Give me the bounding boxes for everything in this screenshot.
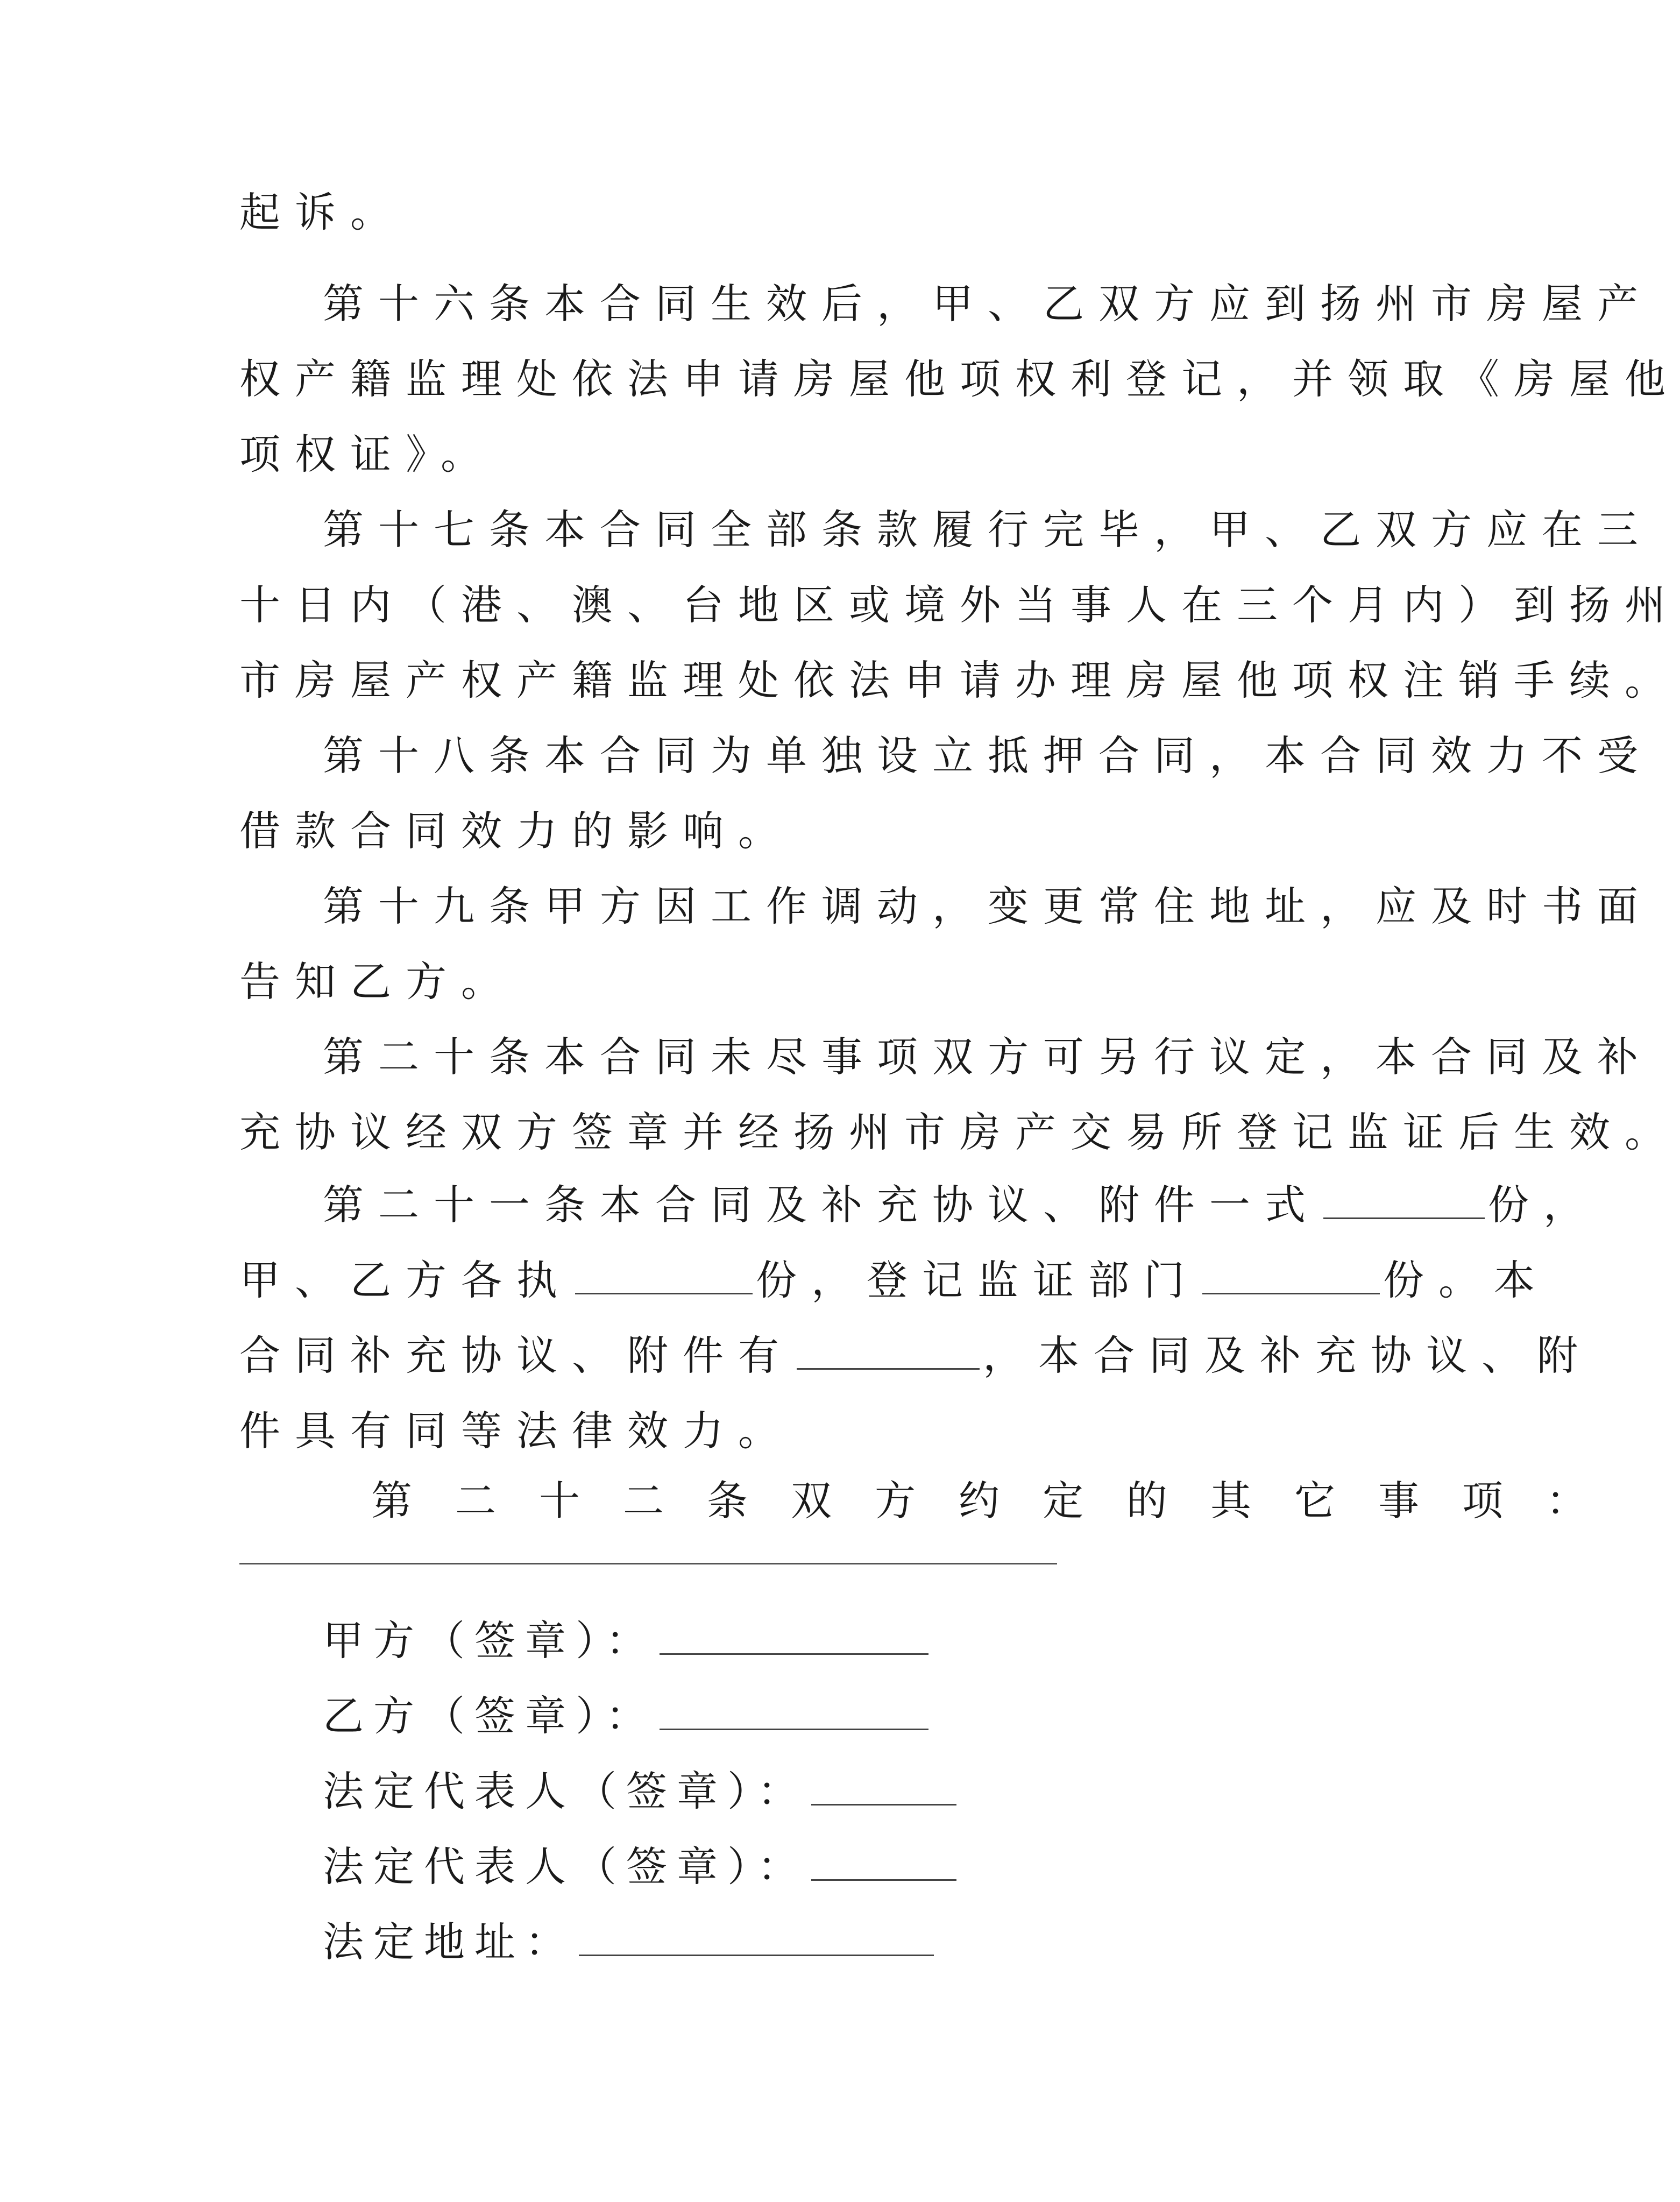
article-17-line-1: 第十七条本合同全部条款履行完毕，甲、乙双方应在三 <box>323 506 1653 554</box>
party-b-signature <box>323 1692 932 1740</box>
article-21-line-1 <box>323 1181 1599 1229</box>
article-20-line-2: 充协议经双方签章并经扬州市房产交易所登记监证后生效。 <box>239 1108 1680 1156</box>
legal-rep-2-label: 法定代表人（签章）： <box>323 1843 808 1891</box>
copies-registry-blank[interactable] <box>1202 1261 1380 1294</box>
article-19-line-1: 第十九条甲方因工作调动，变更常住地址，应及时书面 <box>323 882 1653 930</box>
article-22-heading: 第二十二条双方约定的其它事项： <box>371 1477 1630 1525</box>
attachments-blank[interactable] <box>797 1336 980 1370</box>
party-b-label: 乙方（签章）： <box>323 1692 656 1740</box>
article-18-line-2: 借款合同效力的影响。 <box>239 807 793 855</box>
article-21-text-g: ，本合同及补充协议、附 <box>983 1332 1592 1379</box>
copies-each-party-blank[interactable] <box>575 1261 753 1294</box>
article-21-text-e: 份。本 <box>1383 1256 1549 1304</box>
legal-rep-2-signature <box>323 1843 960 1891</box>
legal-rep-1-signature <box>323 1767 960 1816</box>
legal-address <box>323 1918 937 1966</box>
article-21-line-4: 件具有同等法律效力。 <box>239 1407 793 1455</box>
article-20-line-1: 第二十条本合同未尽事项双方可另行议定，本合同及补 <box>323 1033 1653 1081</box>
article-21-line-3 <box>239 1332 1592 1380</box>
article-16-line-3: 项权证》。 <box>239 430 496 478</box>
article-21-text-d: 份，登记监证部门 <box>756 1256 1199 1304</box>
article-16-line-2: 权产籍监理处依法申请房屋他项权利登记，并领取《房屋他 <box>239 355 1680 403</box>
party-a-signature <box>323 1617 932 1665</box>
legal-address-label: 法定地址： <box>323 1918 576 1966</box>
article-21-text-f: 合同补充协议、附件有 <box>239 1332 793 1379</box>
copies-total-blank[interactable] <box>1323 1185 1485 1219</box>
other-matters-blank-line[interactable] <box>239 1563 1057 1564</box>
article-21-text-c: 甲、乙方各执 <box>239 1256 572 1304</box>
legal-rep-1-blank[interactable] <box>811 1772 956 1806</box>
party-a-blank[interactable] <box>660 1621 928 1655</box>
article-16-line-1: 第十六条本合同生效后，甲、乙双方应到扬州市房屋产 <box>323 280 1653 328</box>
article-21-line-2 <box>239 1256 1549 1305</box>
article-18-line-1: 第十八条本合同为单独设立抵押合同，本合同效力不受 <box>323 732 1653 780</box>
article-21-text-b: 份， <box>1488 1181 1599 1229</box>
article-21-text-a: 第二十一条本合同及补充协议、附件一式 <box>323 1181 1320 1229</box>
party-b-blank[interactable] <box>660 1696 928 1730</box>
legal-rep-1-label: 法定代表人（签章）： <box>323 1767 808 1815</box>
legal-rep-2-blank[interactable] <box>811 1847 956 1881</box>
article-17-line-3: 市房屋产权产籍监理处依法申请办理房屋他项权注销手续。 <box>239 656 1680 704</box>
article-17-line-2: 十日内（港、澳、台地区或境外当事人在三个月内）到扬州 <box>239 581 1680 629</box>
text-line-1: 起诉。 <box>239 188 406 236</box>
party-a-label: 甲方（签章）： <box>323 1617 656 1665</box>
article-19-line-2: 告知乙方。 <box>239 958 516 1006</box>
legal-address-blank[interactable] <box>579 1922 934 1956</box>
